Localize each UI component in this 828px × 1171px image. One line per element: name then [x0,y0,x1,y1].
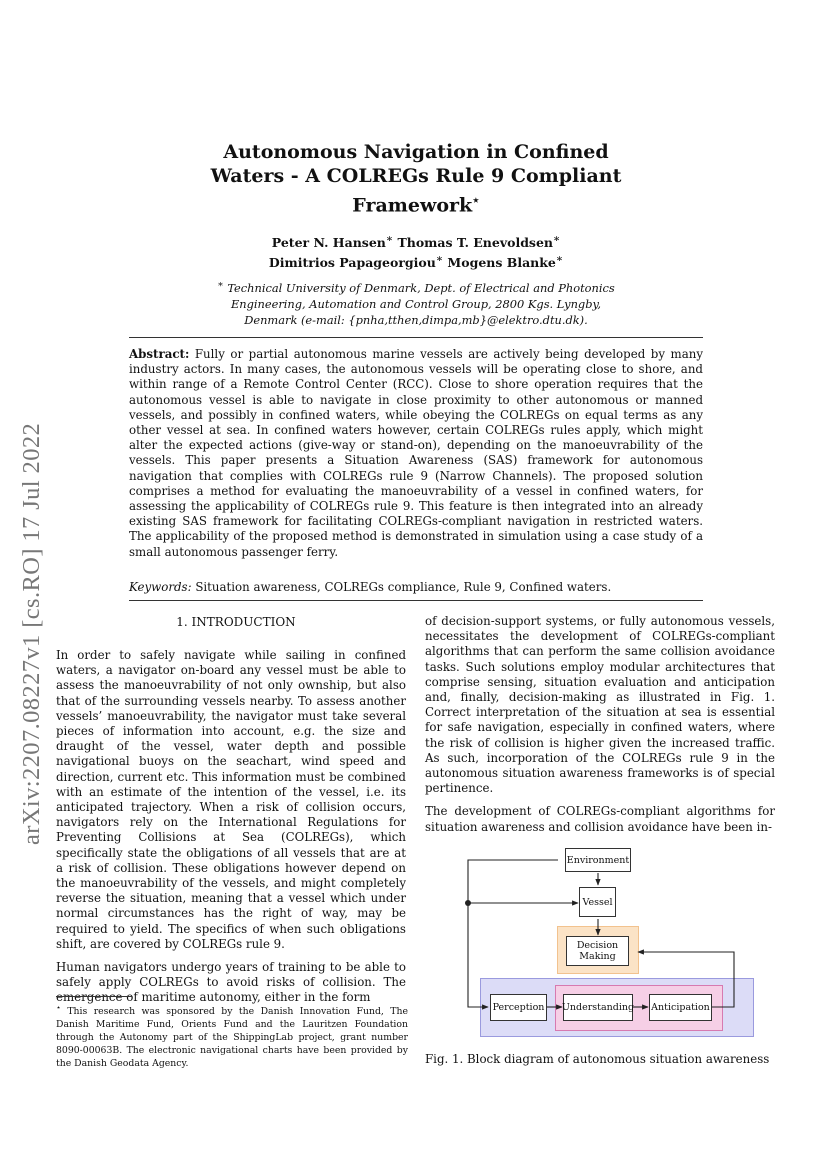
understanding-box: Understanding [563,994,633,1021]
bottom-rule [129,600,703,601]
author-name: Dimitrios Papageorgiou [268,255,436,271]
right-column [425,614,775,843]
decision-making-box: Decision Making [566,936,629,966]
footnote-rule [56,996,132,997]
author-name: Mogens Blanke [447,255,556,271]
keywords-label: Keywords: [129,580,192,594]
arrow-environment-to-perception [468,860,558,1007]
paper-title [130,140,702,217]
arxiv-identifier: arXiv:2207.08227v1 [cs.RO] 17 Jul 2022 [18,422,45,845]
environment-box: Environment [565,848,631,872]
affiliation [130,277,702,328]
title-footnote-mark: ⋆ [472,193,480,207]
title-line-3-wrap [130,188,702,217]
paragraph: In order to safely navigate while sailing in confined waters, a navigator on-board any vessel must be able to assess the manoeuvrability of not only ownship, but also that of the surrounding vessels nearby. To assess another vessels’ manoeuvrability, the navigator must take several pieces of information into account, e.g. the size and draught of the vessel, water depth and possible navigational buoys on the seachart, wind speed and direction, current etc. This information must be combined with an estimate of the intention of the vessel, i.e. its anticipated trajectory. When a risk of collision occurs, navigators rely on the International Regulations for Preventing Collisions at Sea (COLREGs), which specifically state the obligations of all vessels that are at a risk of collision. These obligations however depend on the manoeuvrability of the vessels, and might completely reverse the situation, meaning that a vessel which under normal circumstances has the right of way, may be required to yield. The specifics of when such obligations shift, are covered by COLREGs rule 9. [56,648,406,951]
abstract-text: Fully or partial autonomous marine vessels are actively being developed by many industry actors. In many cases, the autonomous vessels will be operating close to shore, and within range of a Remote Control Center (RCC). Close to shore operation requires that the autonomous vessel is able to navigate in close proximity to other autonomous or manned vessels, and possibly in confined waters, while obeying the COLREGs on equal terms as any other vessel at sea. In confined waters however, certain COLREGs rules apply, which might alter the expected actions (give-way or stand-on), depending on the manoeuvrability of the vessels. This paper presents a Situation Awareness (SAS) framework for autonomous navigation that complies with COLREGs rule 9 (Narrow Channels). The proposed solution comprises a method for evaluating the manoeuvrability of a vessel in confined waters, for assessing the applicability of COLREGs rule 9. This feature is then integrated into an already existing SAS framework for facilitating COLREGs-compliant navigation in restricted waters. The applicability of the proposed method is demonstrated in simulation using a case study of a small autonomous passenger ferry. [129,347,703,559]
title-line-3: Framework [352,194,473,217]
affiliation-mark: ∗ [555,253,564,266]
affiliation-mark: ∗ [217,279,224,290]
junction-dot [465,900,471,906]
perception-box: Perception [490,994,547,1021]
affiliation-mark: ∗ [435,253,444,266]
figure-caption: Fig. 1. Block diagram of autonomous situation awareness [425,1052,770,1066]
abstract-label: Abstract: [129,347,190,361]
affiliation-line-3: Denmark (e-mail: {pnha,tthen,dimpa,mb}@elektro.dtu.dk). [244,312,588,327]
anticipation-box: Anticipation [649,994,712,1021]
keywords-text: Situation awareness, COLREGs compliance, Rule 9, Confined waters. [195,580,612,594]
footnote [56,1001,408,1070]
affiliation-mark: ∗ [385,233,394,245]
footnote-text: This research was sponsored by the Danish Innovation Fund, The Danish Maritime Fund, Orients Fund and the Lauritzen Foundation through the Autonomy part of the ShippingLab project, grant number 8090-00063B. The electronic navigational charts have been provided by the Danish Geodata Agency. [56,1006,408,1070]
author-name: Thomas T. Enevoldsen [397,235,554,251]
author-line-2 [130,251,702,271]
footnote-mark: ⋆ [56,1003,61,1012]
vessel-box: Vessel [579,887,616,917]
author-name: Peter N. Hansen [271,235,386,251]
left-column [56,648,406,1014]
title-line-2: Waters - A COLREGs Rule 9 Compliant [210,165,622,187]
title-line-1: Autonomous Navigation in Confined [223,141,609,163]
top-rule [129,337,703,338]
section-heading: 1. INTRODUCTION [176,615,296,629]
affiliation-line-1: Technical University of Denmark, Dept. of Electrical and Photonics [227,280,615,295]
paragraph: Human navigators undergo years of training to be able to safely apply COLREGs to avoid risks of collision. The emergence of maritime autonomy, either in the form [56,960,406,1005]
affiliation-mark: ∗ [553,233,561,245]
paragraph: The development of COLREGs-compliant algorithms for situation awareness and collision avoidance have been in- [425,804,775,834]
affiliation-line-2: Engineering, Automation and Control Group, 2800 Kgs. Lyngby, [230,296,602,311]
keywords [129,580,703,595]
paragraph: of decision-support systems, or fully autonomous vessels, necessitates the development of COLREGs-compliant algorithms that can perform the same collision avoidance tasks. Such solutions employ modular architectures that comprise sensing, situation evaluation and anticipation and, finally, decision-making as illustrated in Fig. 1. Correct interpretation of the situation at sea is essential for safe navigation, especially in confined waters, where the risk of collision is higher given the increased traffic. As such, incorporation of the COLREGs rule 9 in the autonomous situation awareness frameworks is of special pertinence. [425,614,775,796]
author-list [130,231,702,271]
author-line-1 [130,231,702,251]
affiliation-line-1-wrap [130,277,702,296]
abstract [129,347,703,560]
